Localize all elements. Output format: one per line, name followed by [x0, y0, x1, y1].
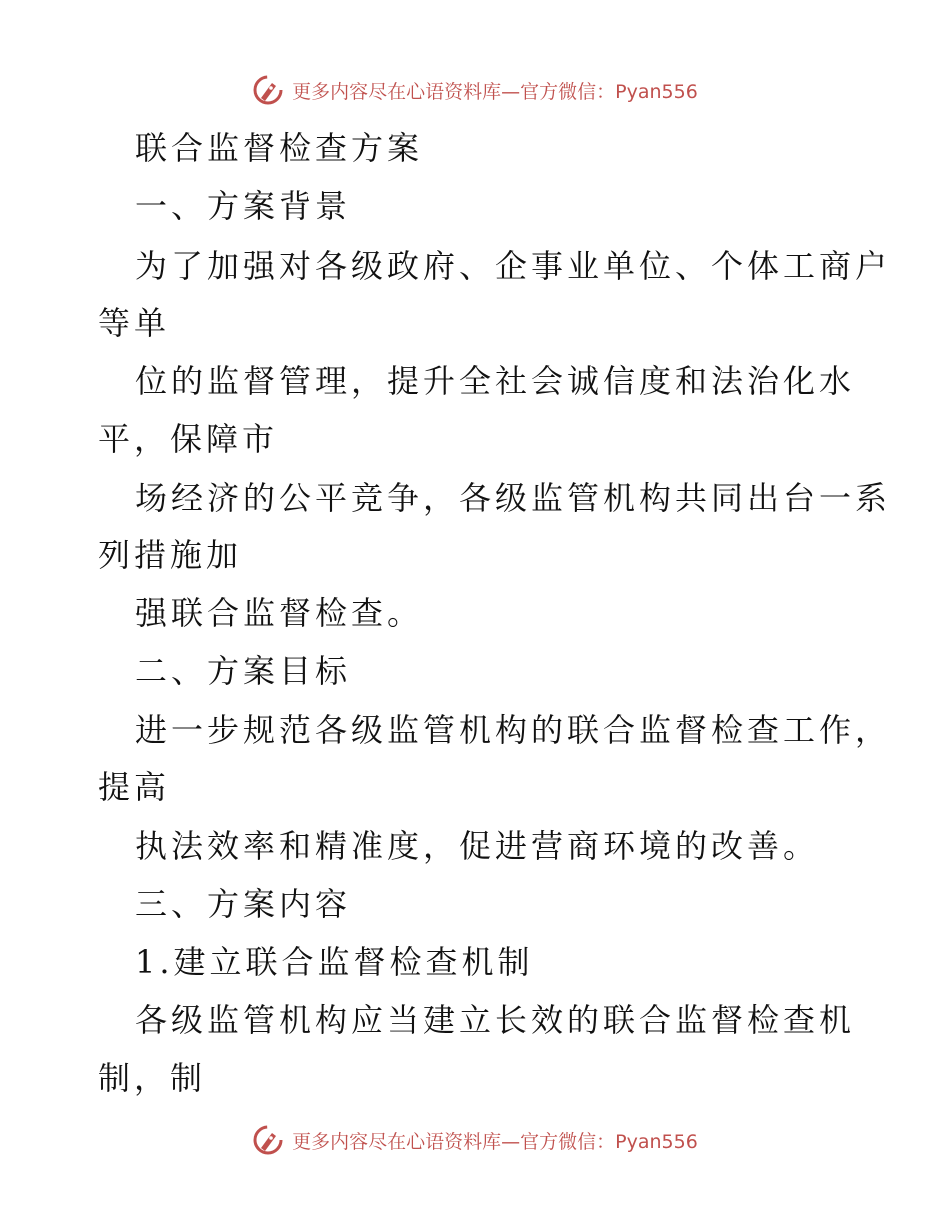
section-heading-3: 三、方案内容: [135, 885, 352, 923]
paragraph-line: 场经济的公平竞争，各级监管机构共同出台一系: [135, 479, 892, 517]
paragraph-line: 进一步规范各级监管机构的联合监督检查工作，: [135, 711, 892, 749]
header-banner: [0, 70, 950, 110]
document-title: 联合监督检查方案: [135, 129, 424, 167]
section-heading-2: 二、方案目标: [135, 652, 352, 690]
header-banner-text: 更多内容尽在心语资料库—官方微信：Pyan556: [292, 80, 698, 103]
paragraph-line: 提高: [98, 768, 171, 806]
paragraph-line: 列措施加: [98, 536, 243, 574]
pen-nib-logo-icon: [252, 1124, 284, 1156]
paragraph-line: 等单: [98, 304, 171, 342]
footer-banner-text: 更多内容尽在心语资料库—官方微信：Pyan556: [292, 1130, 698, 1153]
paragraph-line: 位的监督管理，提升全社会诚信度和法治化水: [135, 362, 856, 400]
paragraph-line: 执法效率和精准度，促进营商环境的改善。: [135, 827, 820, 865]
footer-banner: [0, 1120, 950, 1160]
paragraph-line: 各级监管机构应当建立长效的联合监督检查机: [135, 1001, 856, 1039]
paragraph-line: 制，制: [98, 1059, 207, 1097]
section-heading-1: 一、方案背景: [135, 187, 352, 225]
paragraph-line: 平，保障市: [98, 420, 279, 458]
pen-nib-logo-icon: [252, 74, 284, 106]
paragraph-line: 强联合监督检查。: [135, 594, 424, 632]
subsection-heading: 1.建立联合监督检查机制: [135, 943, 534, 981]
paragraph-line: 为了加强对各级政府、企事业单位、个体工商户: [135, 247, 892, 285]
